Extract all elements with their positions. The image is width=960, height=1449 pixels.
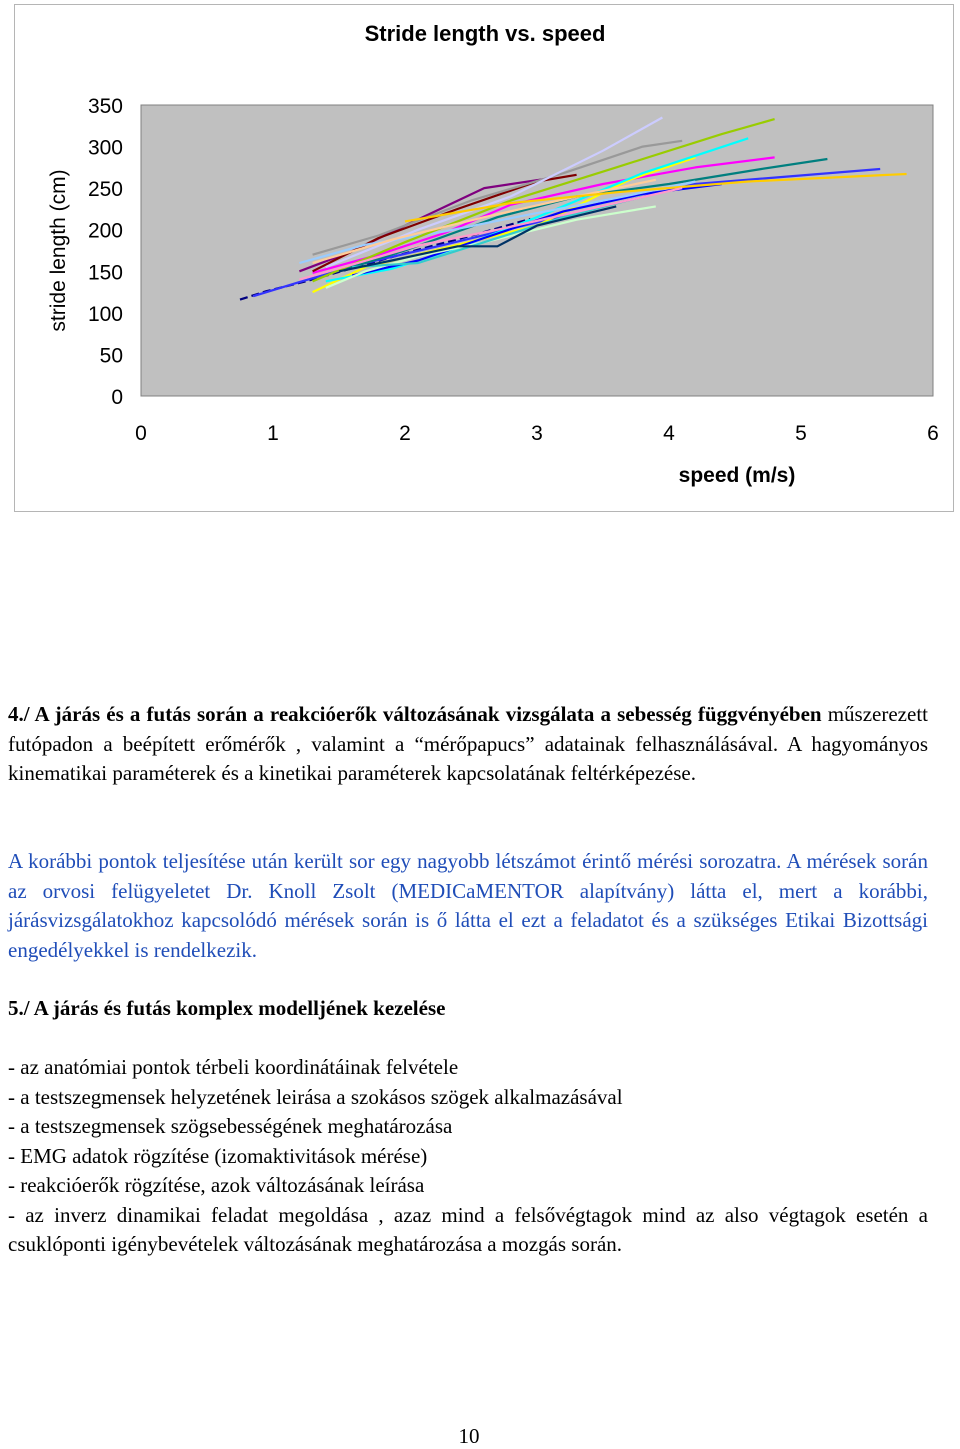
x-tick-label: 3 xyxy=(531,422,543,445)
list-item: - EMG adatok rögzítése (izomaktivitások mérése) xyxy=(8,1143,428,1168)
x-tick-label: 5 xyxy=(795,422,807,445)
chart-frame xyxy=(14,4,954,512)
list-item: - a testszegmensek szögsebességének meghatározása xyxy=(8,1114,453,1138)
stride-length-chart xyxy=(15,5,955,513)
y-tick-label: 250 xyxy=(87,178,123,202)
x-tick-label: 2 xyxy=(399,422,411,445)
y-tick-label: 100 xyxy=(87,302,123,326)
section-4-text: műszerezett futópadon a beépített erőmérők , valamint a “mérőpapucs” adatainak felhasználásával. A hagyományos kinematikai paraméterek és a kinetikai paraméterek kapcsolatának feltérképezése. xyxy=(8,702,928,785)
x-tick-label: 1 xyxy=(267,422,279,445)
x-tick-label: 6 xyxy=(927,422,939,445)
task-list xyxy=(8,1053,928,1260)
x-axis-label: speed (m/s) xyxy=(678,464,796,487)
x-tick-label: 4 xyxy=(663,422,675,445)
list-item: - az anatómiai pontok térbeli koordinátáinak felvétele xyxy=(8,1055,459,1079)
section-4-heading: 4./ A járás és a futás során a reakcióerők változásának vizsgálata a sebesség függvényében xyxy=(8,702,822,726)
x-tick-label: 0 xyxy=(135,422,147,445)
y-tick-label: 350 xyxy=(87,95,123,118)
y-tick-label: 300 xyxy=(87,136,123,160)
list-item: - a testszegmensek helyzetének leirása a szokásos szögek alkalmazásával xyxy=(8,1084,623,1109)
chart-title: Stride length vs. speed xyxy=(364,21,606,46)
y-axis-label: stride length (cm) xyxy=(47,169,70,332)
section-4-paragraph xyxy=(8,700,928,789)
list-item: - reakcióerők rögzítése, azok változásának leírása xyxy=(8,1173,425,1197)
section-5-heading-text: 5./ A járás és futás komplex modelljének kezelése xyxy=(8,996,446,1020)
y-tick-label: 50 xyxy=(99,344,123,368)
y-tick-label: 200 xyxy=(87,219,123,243)
list-item: - az inverz dinamikai feladat megoldása , azaz mind a felsővégtagok mind az also végtagok esetén a csuklóponti igénybevételek változásának meghatározása a mozgás során. xyxy=(8,1202,928,1256)
page-number: 10 xyxy=(458,1424,480,1448)
y-tick-label: 0 xyxy=(111,386,123,409)
measurement-paragraph: A korábbi pontok teljesítése után került sor egy nagyobb létszámot érintő mérési sorozatra. A mérések során az orvosi felügyeletet Dr. Knoll Zsolt (MEDICaMENTOR alapítvány) látta el, mert a korábbi, járásvizsgálatokhoz kapcsolódó mérések során is ő látta el ezt a feladatot és a szükséges Etikai Bizottsági engedélyekkel is rendelkezik. xyxy=(8,849,928,962)
plot-area xyxy=(141,105,933,396)
section-5-heading xyxy=(8,994,928,1024)
y-tick-label: 150 xyxy=(87,261,123,285)
